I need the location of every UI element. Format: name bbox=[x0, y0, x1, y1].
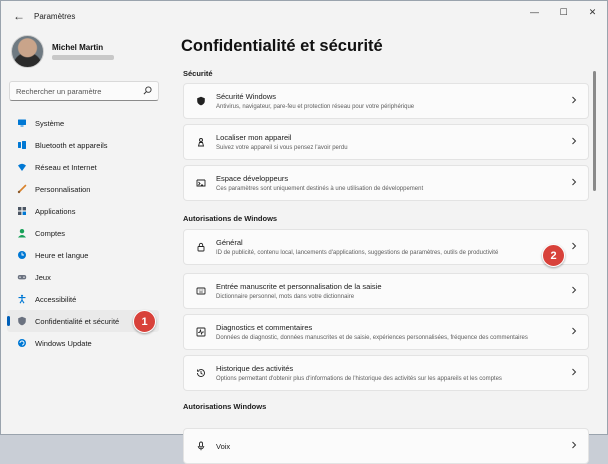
page-title: Confidentialité et sécurité bbox=[181, 37, 383, 55]
section-title-autorisations-windows: Autorisations Windows bbox=[183, 402, 267, 411]
gamepad-icon bbox=[17, 272, 27, 282]
user-icon bbox=[17, 228, 27, 238]
card-title: Entrée manuscrite et personnalisation de la saisie bbox=[216, 282, 382, 291]
section-title-autorisations: Autorisations de Windows bbox=[183, 214, 278, 223]
section-title-securite: Sécurité bbox=[183, 69, 213, 78]
chevron-right-icon bbox=[564, 137, 584, 147]
shield-icon bbox=[186, 96, 216, 106]
card-description: Ces paramètres sont uniquement destinés à une utilisation de développement bbox=[216, 186, 424, 192]
back-button[interactable] bbox=[6, 5, 32, 27]
profile-name: Michel Martin bbox=[52, 43, 104, 52]
sidebar-item-label: Jeux bbox=[35, 272, 51, 282]
search-input[interactable] bbox=[16, 87, 138, 96]
location-person-icon bbox=[186, 137, 216, 147]
sidebar-item-label: Applications bbox=[35, 206, 76, 216]
main-content bbox=[169, 31, 599, 451]
card-description: Dictionnaire personnel, mots dans votre dictionnaire bbox=[216, 294, 355, 300]
chevron-right-icon bbox=[564, 441, 584, 451]
sidebar-item-label: Bluetooth et appareils bbox=[35, 140, 108, 150]
sidebar-item-5[interactable] bbox=[7, 200, 159, 222]
chevron-right-icon bbox=[564, 368, 584, 378]
wifi-icon bbox=[17, 162, 27, 172]
minimize-icon: — bbox=[530, 7, 539, 17]
card-title: Historique des activités bbox=[216, 364, 294, 373]
sidebar-item-6[interactable] bbox=[7, 222, 159, 244]
chevron-right-icon bbox=[564, 327, 584, 337]
sidebar-item-label: Confidentialité et sécurité bbox=[35, 316, 120, 326]
bluetooth-icon bbox=[17, 140, 27, 150]
update-icon bbox=[17, 338, 27, 348]
minimize-button[interactable] bbox=[520, 1, 549, 23]
developer-tools-icon bbox=[186, 178, 216, 188]
avatar bbox=[11, 35, 44, 68]
sidebar-item-label: Comptes bbox=[35, 228, 66, 238]
card-title: Localiser mon appareil bbox=[216, 133, 292, 142]
diagnostics-icon bbox=[186, 327, 216, 337]
sidebar-item-8[interactable] bbox=[7, 266, 159, 288]
chevron-right-icon bbox=[564, 96, 584, 106]
chevron-right-icon bbox=[564, 286, 584, 296]
card-description: Antivirus, navigateur, pare-feu et protection réseau pour votre périphérique bbox=[216, 104, 415, 110]
sidebar-item-2[interactable] bbox=[7, 134, 159, 156]
settings-card-8[interactable] bbox=[183, 428, 589, 464]
back-arrow-icon: ← bbox=[13, 9, 25, 23]
settings-card-4[interactable] bbox=[183, 229, 589, 265]
sidebar-item-1[interactable] bbox=[7, 112, 159, 134]
card-title: Sécurité Windows bbox=[216, 92, 277, 101]
sidebar-item-label: Heure et langue bbox=[35, 250, 89, 260]
sidebar-item-label: Accessibilité bbox=[35, 294, 77, 304]
history-icon bbox=[186, 368, 216, 378]
card-description: Options permettant d'obtenir plus d'informations de l'historique des activités sur les appareils et les comptes bbox=[216, 376, 502, 382]
monitor-icon bbox=[17, 118, 27, 128]
annotation-badge-1: 1 bbox=[133, 310, 156, 333]
accessibility-icon bbox=[17, 294, 27, 304]
profile-email-blurred bbox=[52, 55, 114, 60]
chevron-right-icon bbox=[564, 178, 584, 188]
sidebar-item-label: Personnalisation bbox=[35, 184, 91, 194]
settings-card-1[interactable] bbox=[183, 83, 589, 119]
card-title: Espace développeurs bbox=[216, 174, 289, 183]
card-description: Données de diagnostic, données manuscrites et de saisie, expériences personnalisées, fréquence des commentaires bbox=[216, 335, 528, 341]
card-title: Général bbox=[216, 238, 243, 247]
search-icon[interactable] bbox=[143, 86, 152, 97]
sidebar-item-label: Windows Update bbox=[35, 338, 92, 348]
settings-card-2[interactable] bbox=[183, 124, 589, 160]
sidebar-item-label: Réseau et Internet bbox=[35, 162, 97, 172]
search-box[interactable] bbox=[9, 81, 159, 101]
sidebar-item-9[interactable] bbox=[7, 288, 159, 310]
keyboard-icon bbox=[186, 286, 216, 296]
card-title: Voix bbox=[216, 441, 231, 451]
voice-icon bbox=[186, 441, 216, 451]
sidebar-item-label: Système bbox=[35, 118, 65, 128]
sidebar-item-4[interactable] bbox=[7, 178, 159, 200]
sidebar bbox=[1, 31, 169, 436]
card-description: ID de publicité, contenu local, lancements d'applications, suggestions de paramètres, outils de productivité bbox=[216, 250, 499, 256]
settings-card-7[interactable] bbox=[183, 355, 589, 391]
sidebar-item-3[interactable] bbox=[7, 156, 159, 178]
close-icon: ✕ bbox=[588, 6, 597, 17]
brush-icon bbox=[17, 184, 27, 194]
settings-card-6[interactable] bbox=[183, 314, 589, 350]
card-description: Suivez votre appareil si vous pensez l'avoir perdu bbox=[216, 145, 348, 151]
settings-card-3[interactable] bbox=[183, 165, 589, 201]
sidebar-item-11[interactable] bbox=[7, 332, 159, 354]
scrollbar[interactable] bbox=[593, 71, 596, 191]
user-profile[interactable] bbox=[11, 35, 114, 68]
globe-clock-icon bbox=[17, 250, 27, 260]
app-title: Paramètres bbox=[34, 11, 76, 21]
settings-card-5[interactable] bbox=[183, 273, 589, 309]
card-title: Diagnostics et commentaires bbox=[216, 323, 313, 332]
maximize-icon: ☐ bbox=[559, 6, 568, 17]
title-bar bbox=[1, 1, 607, 31]
apps-icon bbox=[17, 206, 27, 216]
window-controls bbox=[520, 1, 607, 23]
sidebar-item-7[interactable] bbox=[7, 244, 159, 266]
lock-icon bbox=[186, 242, 216, 252]
chevron-right-icon bbox=[564, 242, 584, 252]
close-button[interactable] bbox=[578, 1, 607, 23]
shield-icon bbox=[17, 316, 27, 326]
annotation-badge-2: 2 bbox=[542, 244, 565, 267]
maximize-button[interactable] bbox=[549, 1, 578, 23]
